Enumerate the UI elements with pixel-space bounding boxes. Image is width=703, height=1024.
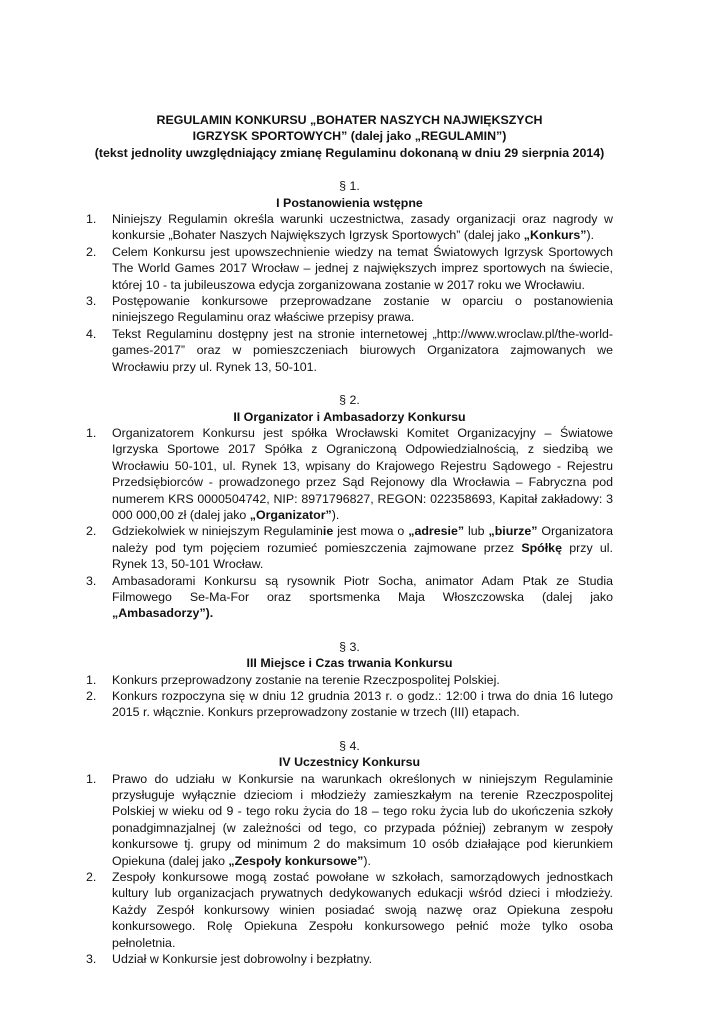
bold-text: „biurze”	[488, 524, 538, 539]
item-text: Niniejszy Regulamin określa warunki uczestnictwa, zasady organizacji oraz nagrody w konkursie „Bohater Naszych Największych Igrzysk Sportowych” (dalej jako	[112, 212, 613, 243]
list-item	[86, 326, 613, 375]
item-text: Zespoły konkursowe mogą zostać powołane w szkołach, samorządowych jednostkach kultury lub organizacjach prywatnych dedykowanych edukacji wśród dzieci i młodzieży. Każdy Zespół konkursowy winien posiadać swoją nazwę oraz Opiekuna zespołu konkursowego. Rolę Opiekuna Zespołu konkursowego pełnić może tylko osoba pełnoletnia.	[112, 870, 613, 950]
section	[86, 639, 613, 721]
bold-text: „Zespoły konkursowe”	[228, 853, 364, 868]
section-list	[86, 672, 613, 721]
item-text: Postępowanie konkursowe przeprowadzane zostanie w oparciu o postanowienia niniejszego Regulaminu oraz właściwe przepisy prawa.	[112, 294, 613, 325]
item-number: 1.	[86, 771, 97, 786]
item-text: Prawo do udziału w Konkursie na warunkach określonych w niniejszym Regulaminie przysługuje wyłącznie dzieciom i młodzieży zamieszkałym na terenie Rzeczpospolitej Polskiej w wieku od 9 - tego roku życia do 18 – tego roku życia lub do ukończenia szkoły ponadgimnazjalnej (w zależności od tego, co przypada później) zebranym w zespoły konkursowe tj. grupy od minimum 2 do maksimum 10 osób działające pod kierunkiem Opiekuna (dalej jako	[112, 771, 613, 868]
item-number: 2.	[86, 870, 97, 885]
bold-text: „Organizator”	[249, 507, 332, 522]
item-text: ).	[363, 853, 371, 868]
list-item	[86, 293, 613, 326]
list-item	[86, 688, 613, 721]
item-text: Tekst Regulaminu dostępny jest na stronie internetowej „http://www.wroclaw.pl/the-world-games-2017” oraz w pomieszczeniach biurowych Organizatora zajmowanych we Wrocławiu przy ul. Rynek 13, 50-101.	[112, 326, 613, 374]
sections-container	[86, 178, 613, 967]
item-number: 1.	[86, 672, 97, 687]
bold-text: „Ambasadorzy”).	[112, 606, 214, 621]
list-item	[86, 951, 613, 967]
title-line: REGULAMIN KONKURSU „BOHATER NASZYCH NAJWIĘKSZYCH	[156, 113, 543, 127]
item-number: 4.	[86, 326, 97, 341]
bold-text: Spółkę	[521, 540, 562, 555]
section-number: § 3.	[339, 639, 360, 654]
item-text: lub	[464, 524, 489, 539]
item-number: 3.	[86, 294, 97, 309]
item-text: Konkurs przeprowadzony zostanie na terenie Rzeczpospolitej Polskiej.	[112, 672, 500, 687]
title-line: IGRZYSK SPORTOWYCH” (dalej jako „REGULAMIN”)	[192, 129, 507, 144]
item-text: Organizatora należy pod tym pojęciem rozumieć pomieszczenia zajmowane przez	[112, 524, 614, 555]
list-item	[86, 244, 613, 293]
section-title: I Postanowienia wstępne	[276, 195, 423, 210]
list-item	[86, 211, 613, 244]
section-title: IV Uczestnicy Konkursu	[278, 755, 421, 770]
list-item	[86, 523, 613, 572]
section-list	[86, 425, 613, 622]
bold-text: ie	[322, 524, 334, 539]
item-text: ).	[331, 507, 340, 522]
section-number: § 1.	[339, 179, 360, 194]
item-text: Ambasadorami Konkursu są rysownik Piotr Socha, animator Adam Ptak ze Studia Filmowego Se-Ma-For oraz sportsmenka Maja Włoszczowska (dalej jako	[112, 573, 613, 604]
section	[86, 738, 613, 968]
section	[86, 178, 613, 375]
section-list	[86, 211, 613, 375]
bold-text: „adresie”	[408, 524, 465, 539]
section-list	[86, 771, 613, 968]
item-number: 2.	[86, 244, 97, 259]
item-text: przy ul. Rynek 13, 50-101 Wrocław.	[112, 540, 613, 572]
section-title: II Organizator i Ambasadorzy Konkursu	[233, 409, 466, 424]
list-item	[86, 573, 613, 622]
item-text: Organizatorem Konkursu jest spółka Wrocławski Komitet Organizacyjny – Światowe Igrzyska Sportowe 2017 Spółka z Ograniczoną Odpowiedzialnością, z siedzibą we Wrocławiu 50-101, ul. Rynek 13, wpisany do Krajowego Rejestru Sądowego - Rejestru Przedsiębiorców - prowadzonego przez Sąd Rejonowy dla Wrocławia – Fabryczna pod numerem KRS 0000504742, NIP: 8971796827, REGON: 022358693, Kapitał zakładowy: 3 000 000,00 zł (dalej jako	[112, 425, 613, 522]
item-text: jest mowa o	[333, 524, 409, 539]
item-number: 2.	[86, 524, 97, 539]
section	[86, 392, 613, 622]
item-text: Celem Konkursu jest upowszechnienie wiedzy na temat Światowych Igrzysk Sportowych The World Games 2017 Wrocław – jednej z największych imprez sportowych na świecie, której 10 - ta jubileuszowa edycja zorganizowana zostanie w 2017 roku we Wrocławiu.	[112, 244, 613, 292]
item-number: 2.	[86, 689, 97, 703]
item-number: 3.	[86, 952, 97, 967]
item-text: Gdziekolwiek w niniejszym Regulamin	[112, 524, 323, 539]
item-text: Konkurs rozpoczyna się w dniu 12 grudnia 2013 r. o godz.: 12:00 i trwa do dnia 16 lutego 2015 r. włącznie. Konkurs przeprowadzony zostanie w trzech (III) etapach.	[112, 689, 613, 720]
section-title: III Miejsce i Czas trwania Konkursu	[246, 656, 453, 671]
item-number: 3.	[86, 573, 97, 588]
document-title	[86, 112, 613, 161]
item-number: 1.	[86, 425, 97, 440]
list-item	[86, 425, 613, 523]
section-number: § 4.	[339, 738, 360, 753]
bold-text: „Konkurs”	[523, 228, 587, 243]
title-line: (tekst jednolity uwzględniający zmianę Regulaminu dokonaną w dniu 29 sierpnia 2014)	[94, 145, 605, 160]
item-number: 1.	[86, 212, 97, 227]
item-text: ).	[586, 228, 595, 243]
item-text: Udział w Konkursie jest dobrowolny i bezpłatny.	[112, 952, 373, 967]
section-number: § 2.	[339, 393, 360, 408]
list-item	[86, 869, 613, 951]
list-item	[86, 672, 613, 688]
list-item	[86, 771, 613, 869]
